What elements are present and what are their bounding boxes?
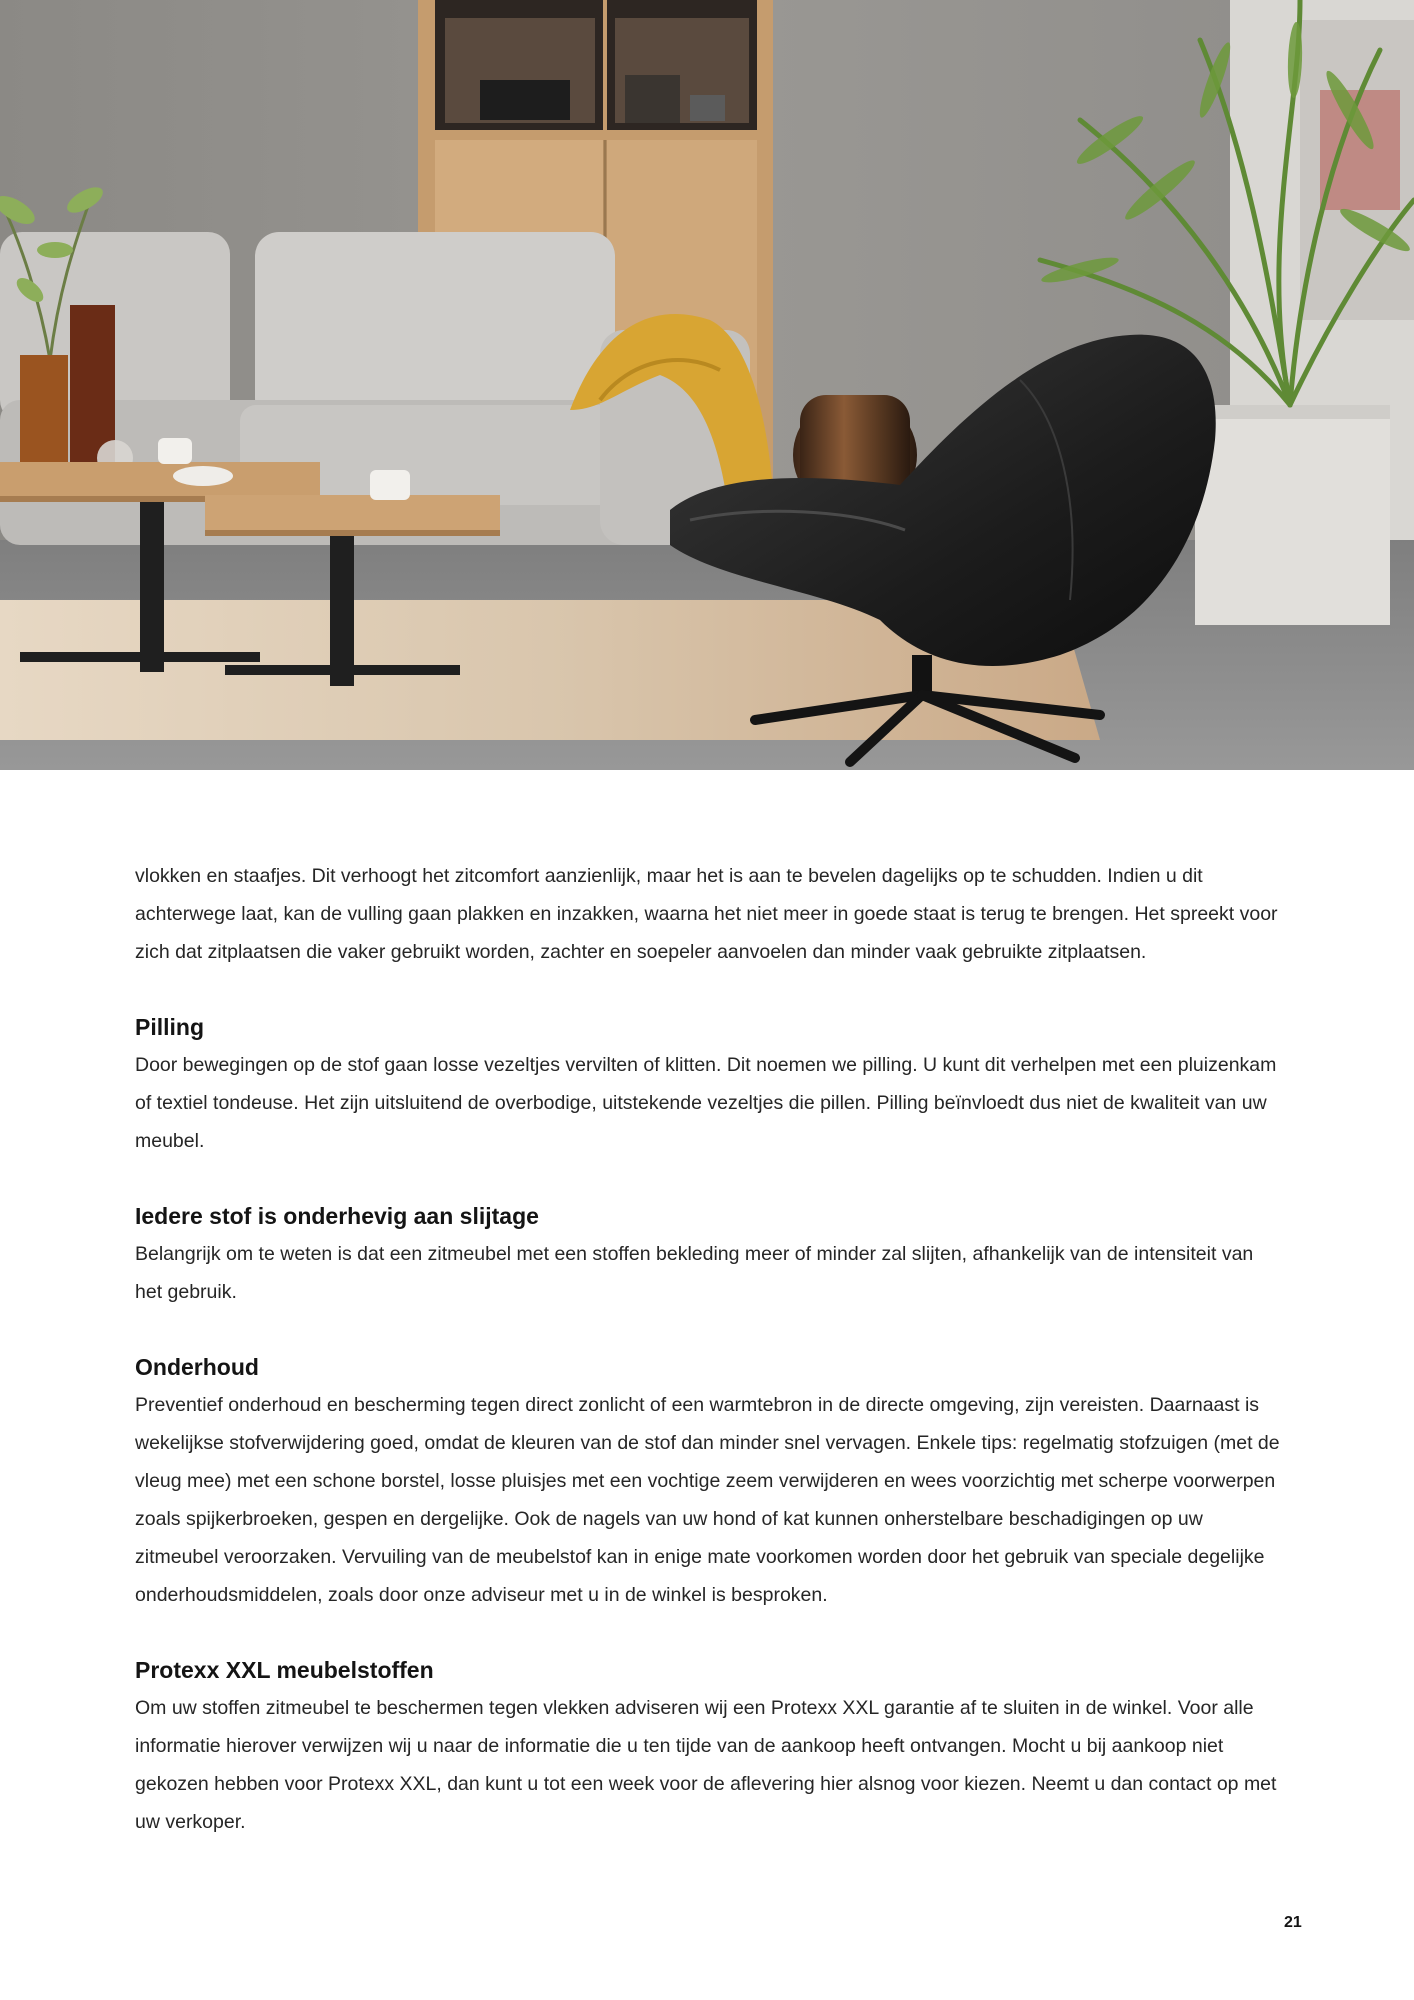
section-heading-slijtage: Iedere stof is onderhevig aan slijtage <box>135 1203 539 1229</box>
page-number: 21 <box>1284 1914 1302 1931</box>
section-body-protexx: Om uw stoffen zitmeubel te beschermen tegen vlekken adviseren wij een Protexx XXL garantie af te sluiten in de winkel. Voor alle informatie hierover verwijzen wij u naar de informatie die u ten tijde van de aankoop heeft ontvangen. Mocht u bij aankoop niet gekozen hebben voor Protexx XXL, dan kunt u tot een week voor de aflevering hier alsnog voor kiezen. Neemt u dan contact op met uw verkoper. <box>135 1697 1277 1833</box>
section-heading-onderhoud: Onderhoud <box>135 1354 259 1380</box>
article-body <box>135 857 1285 1841</box>
intro-paragraph: vlokken en staafjes. Dit verhoogt het zitcomfort aanzienlijk, maar het is aan te bevelen dagelijks op te schudden. Indien u dit achterwege laat, kan de vulling gaan plakken en inzakken, waarna het niet meer in goede staat is terug te brengen. Het spreekt voor zich dat zitplaatsen die vaker gebruikt worden, zachter en soepeler aanvoelen dan minder vaak gebruikte zitplaatsen. <box>135 865 1278 963</box>
section-body-onderhoud: Preventief onderhoud en bescherming tegen direct zonlicht of een warmtebron in de directe omgeving, zijn vereisten. Daarnaast is wekelijkse stofverwijdering goed, omdat de kleuren van de stof dan minder snel vervagen. Enkele tips: regelmatig stofzuigen (met de vleug mee) met een schone borstel, losse pluisjes met een vochtige zeem verwijderen en wees voorzichtig met scherpe voorwerpen zoals spijkerbroeken, gespen en dergelijke. Ook de nagels van uw hond of kat kunnen onherstelbare beschadigingen op uw zitmeubel veroorzaken. Vervuiling van de meubelstof kan in enige mate voorkomen worden door het gebruik van speciale degelijke onderhoudsmiddelen, zoals door onze adviseur met u in de winkel is besproken. <box>135 1394 1280 1606</box>
hero-photo <box>0 0 1414 770</box>
section-body-pilling: Door bewegingen op de stof gaan losse vezeltjes vervilten of klitten. Dit noemen we pilling. U kunt dit verhelpen met een pluizenkam of textiel tondeuse. Het zijn uitsluitend de overbodige, uitstekende vezeltjes die pillen. Pilling beïnvloedt dus niet de kwaliteit van uw meubel. <box>135 1054 1277 1152</box>
section-heading-protexx: Protexx XXL meubelstoffen <box>135 1657 434 1683</box>
living-room-illustration <box>0 0 1414 770</box>
section-body-slijtage: Belangrijk om te weten is dat een zitmeubel met een stoffen bekleding meer of minder zal slijten, afhankelijk van de intensiteit van het gebruik. <box>135 1243 1254 1303</box>
section-heading-pilling: Pilling <box>135 1014 204 1040</box>
